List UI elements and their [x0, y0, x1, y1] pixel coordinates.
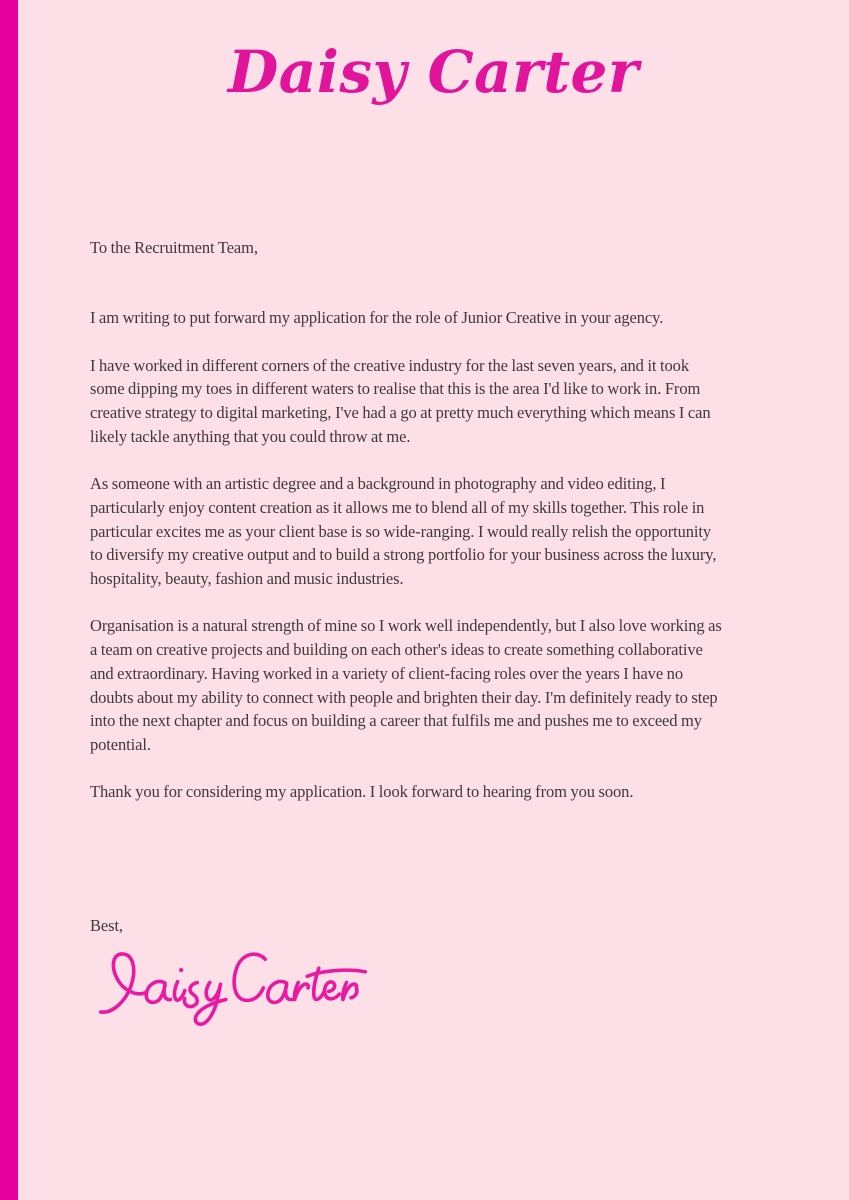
signature-graphic: [90, 944, 376, 1038]
closing: Best,: [90, 916, 123, 935]
letter-paragraph: As someone with an artistic degree and a background in photography and video editing, I particularly enjoy content creation as it allows me to blend all of my skills together. This role in particular excites me as your client base is so wide-ranging. I would really relish the opportunity to diversify my creative output and to build a strong portfolio for your business across the luxury, hospitality, beauty, fashion and music industries.: [90, 474, 717, 588]
letter-body: [90, 306, 722, 804]
letter-content: [90, 236, 722, 1036]
letter-paragraph: I am writing to put forward my application for the role of Junior Creative in your agency.: [90, 308, 664, 328]
letter-paragraph: I have worked in different corners of the creative industry for the last seven years, and it took some dipping my toes in different waters to realise that this is the area I'd like to work in. From creative strategy to digital marketing, I've had a go at pretty much everything which means I can likely tackle anything that you could throw at me.: [90, 355, 711, 446]
page-title: Daisy Carter: [227, 38, 639, 106]
accent-bar: [0, 0, 18, 1200]
signature: [90, 944, 722, 1036]
signature-text: [90, 1038, 91, 1039]
letter-paragraph: Organisation is a natural strength of mine so I work well independently, but I also love working as a team on creative projects and building on each other's ideas to create something collaborative and extraordinary. Having worked in a variety of client-facing roles over the years I have no doubts about my ability to connect with people and brighten their day. I'm definitely ready to step into the next chapter and focus on building a career that fulfils me and pushes me to exceed my potential.: [90, 616, 722, 754]
greeting: To the Recruitment Team,: [90, 237, 258, 257]
letter-paragraph: Thank you for considering my application. I look forward to hearing from you soon.: [90, 782, 634, 802]
